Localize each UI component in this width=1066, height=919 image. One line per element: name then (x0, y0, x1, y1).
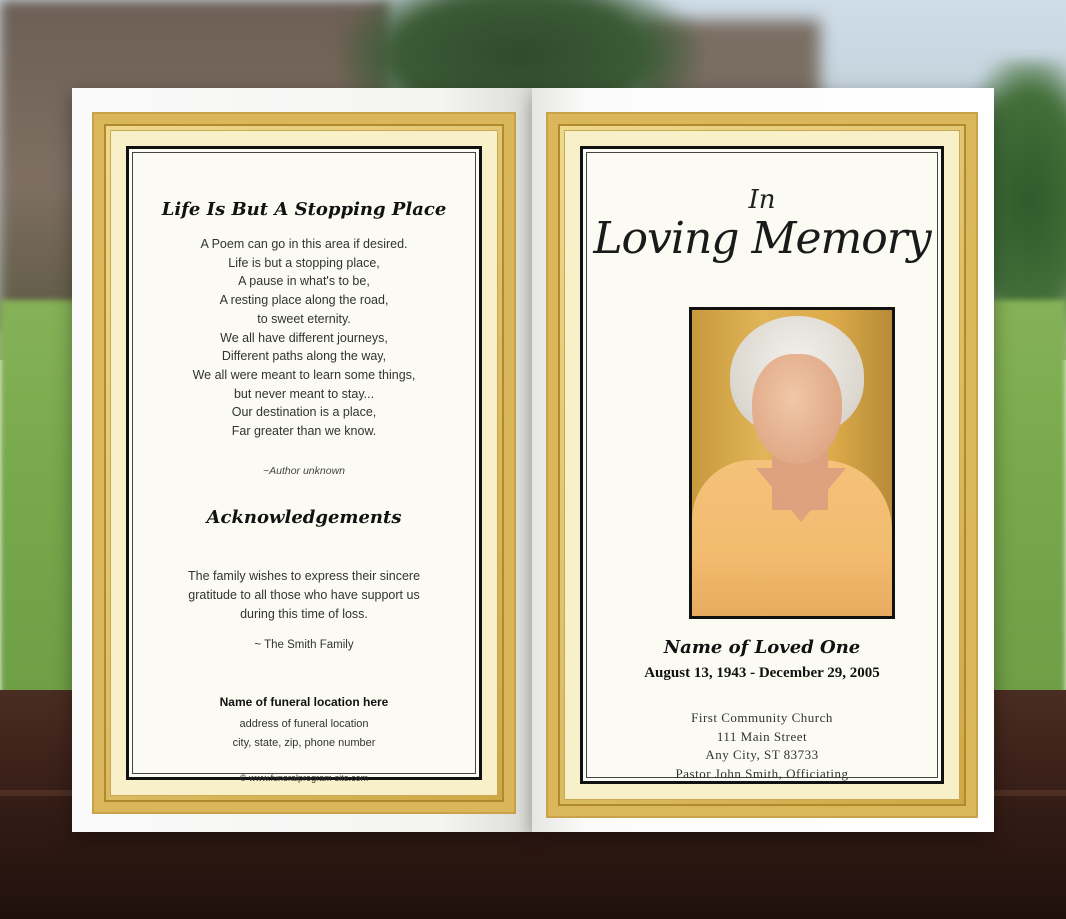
poem-text (129, 235, 479, 441)
funeral-program-brochure (72, 88, 994, 832)
service-details (583, 709, 941, 783)
service-line: Pastor John Smith, Officiating (675, 765, 849, 781)
poem-line: to sweet eternity. (257, 311, 351, 326)
poem-line: Different paths along the way, (221, 349, 387, 364)
title-in-script: In (748, 185, 776, 215)
location-line: city, state, zip, phone number (232, 737, 376, 749)
ack-line: during this time of loss. (240, 607, 368, 621)
ack-line: The family wishes to express their sincere (187, 569, 421, 583)
funeral-location-name: Name of funeral location here (219, 695, 389, 709)
acknowledgements-text (129, 567, 479, 624)
location-line: address of funeral location (239, 718, 369, 730)
poem-line: A pause in what's to be, (238, 274, 370, 289)
website-credit: © www.funeralprogram-site.com (239, 773, 369, 783)
service-line: First Community Church (691, 710, 833, 725)
right-content (583, 149, 941, 781)
title-loving-memory: Loving Memory (593, 213, 931, 264)
poem-line: Our destination is a place, (231, 405, 377, 420)
life-dates: August 13, 1943 - December 29, 2005 (644, 665, 880, 681)
frame-black-border (126, 146, 482, 783)
portrait-photo (692, 310, 892, 616)
portrait-photo-frame (689, 307, 895, 619)
acknowledgements-title: Acknowledgements (206, 507, 402, 528)
poem-line: We all have different journeys, (220, 330, 388, 345)
right-panel (532, 88, 994, 832)
ack-line: gratitude to all those who have support us (188, 588, 420, 602)
poem-author: ~Author unknown (262, 465, 346, 477)
left-panel (72, 88, 532, 832)
service-line: 111 Main Street (716, 728, 808, 744)
frame-black-border (580, 146, 944, 784)
left-content (129, 149, 479, 783)
left-gold-frame (94, 114, 514, 812)
photo-face (752, 354, 842, 464)
poem-line: A Poem can go in this area if desired. (200, 237, 408, 251)
poem-line: Life is but a stopping place, (228, 255, 380, 270)
service-line: Any City, ST 83733 (705, 747, 819, 762)
poem-line: A resting place along the road, (219, 293, 389, 308)
funeral-location-address (129, 715, 479, 753)
poem-line: Far greater than we know. (231, 424, 377, 439)
poem-line: but never meant to stay... (233, 386, 375, 401)
poem-title: Life Is But A Stopping Place (161, 199, 447, 220)
poem-line: We all were meant to learn some things, (192, 367, 416, 382)
right-gold-frame (548, 114, 976, 816)
loved-one-name: Name of Loved One (663, 637, 861, 658)
family-signature: ~ The Smith Family (254, 639, 354, 651)
